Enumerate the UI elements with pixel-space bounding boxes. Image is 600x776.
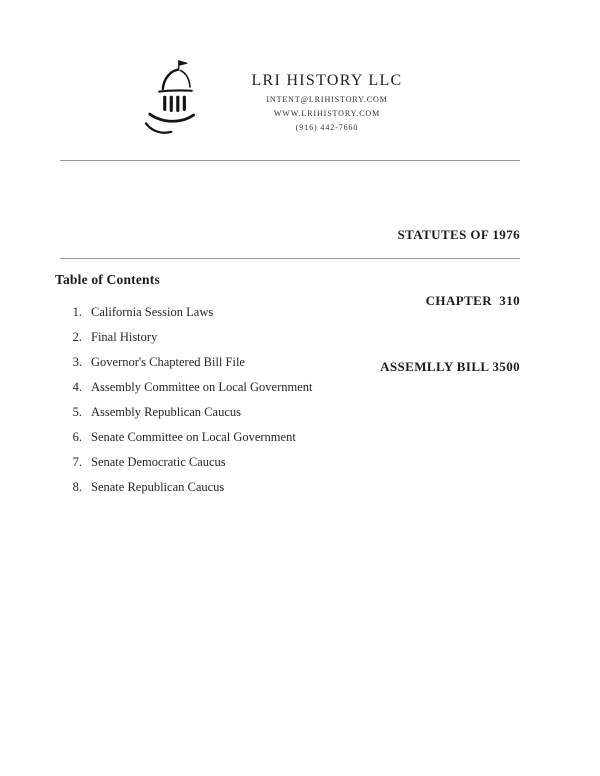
toc-item-text: Senate Committee on Local Government xyxy=(91,430,296,444)
toc-item-text: Senate Democratic Caucus xyxy=(91,455,226,469)
toc-item xyxy=(64,380,540,405)
company-name: LRI HISTORY LLC xyxy=(251,72,403,89)
toc-item-text: Assembly Republican Caucus xyxy=(91,405,241,419)
toc-item xyxy=(64,330,540,355)
statutes-line: STATUTES OF 1976 xyxy=(397,227,520,242)
toc-item xyxy=(64,405,540,430)
toc-item xyxy=(64,480,540,505)
company-website: WWW.LRIHISTORY.COM xyxy=(273,109,381,118)
divider-line-bottom xyxy=(60,258,520,259)
toc-item-number: 1. xyxy=(72,305,82,319)
toc-item-number: 4. xyxy=(72,380,82,394)
toc-item-number: 7. xyxy=(72,455,82,469)
toc-title: Table of Contents xyxy=(55,272,160,287)
company-phone: (916) 442-7660 xyxy=(295,123,359,132)
company-email: INTENT@LRIHISTORY.COM xyxy=(266,95,388,104)
toc-item-number: 2. xyxy=(72,330,82,344)
toc-item-number: 3. xyxy=(72,355,82,369)
bill-line: ASSEMLLY BILL 3500 xyxy=(380,359,520,374)
toc-item-number: 6. xyxy=(72,430,82,444)
toc-item xyxy=(64,305,540,330)
toc-item xyxy=(64,430,540,455)
toc-item-number: 5. xyxy=(72,405,82,419)
toc-item-text: Final History xyxy=(91,330,158,344)
toc-item-text: Assembly Committee on Local Government xyxy=(91,380,313,394)
capitol-sketch-icon xyxy=(142,58,208,144)
toc-item xyxy=(64,355,540,380)
divider-line-top xyxy=(60,160,520,161)
chapter-line: CHAPTER 310 xyxy=(425,293,520,308)
letterhead xyxy=(142,58,422,144)
letterhead-text xyxy=(232,58,422,132)
toc-item-text: California Session Laws xyxy=(91,305,214,319)
toc-list xyxy=(64,305,540,505)
toc-item xyxy=(64,455,540,480)
toc-item-text: Senate Republican Caucus xyxy=(91,480,225,494)
toc-item-text: Governor's Chaptered Bill File xyxy=(91,355,245,369)
toc-item-number: 8. xyxy=(72,480,82,494)
